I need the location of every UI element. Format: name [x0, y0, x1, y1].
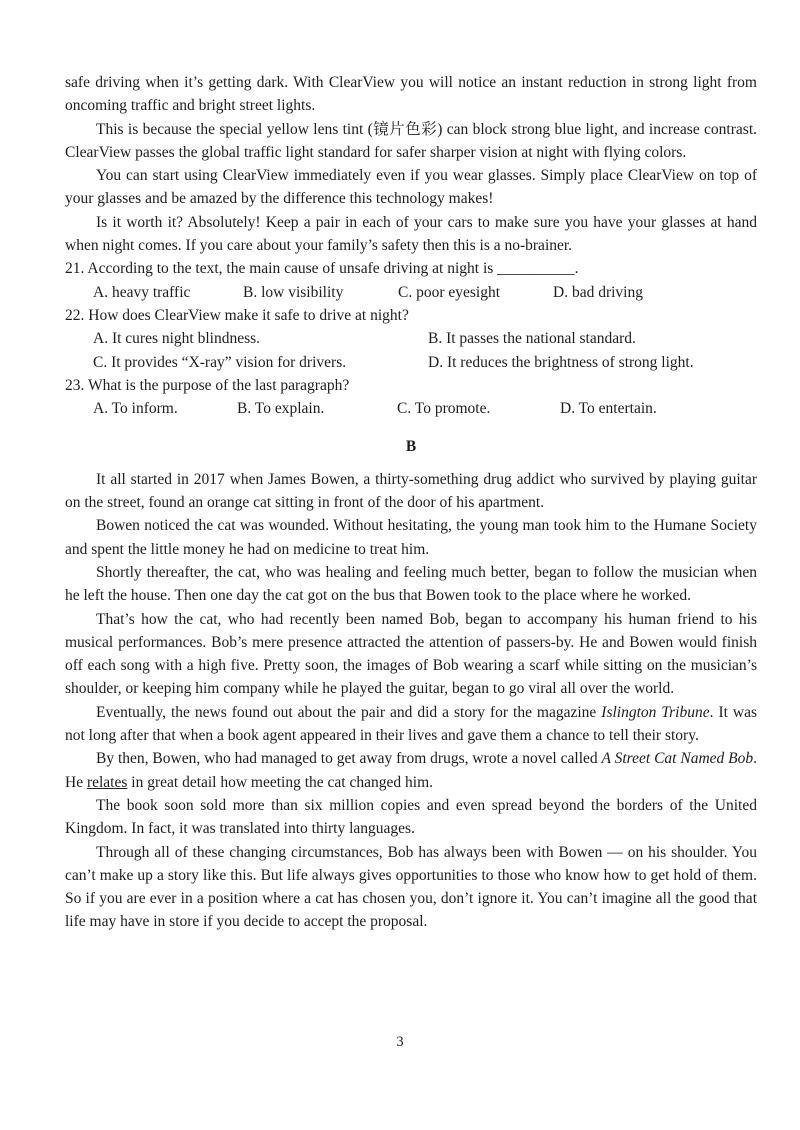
text-segment: Eventually, the news found out about the pair and did a story for the magazine — [96, 703, 602, 721]
text-segment: . It was not long after that when a book agent appeared in their lives and gave them a chance to tell their story. — [65, 703, 758, 745]
question-stem: 21. According to the text, the main cause of unsafe driving at night is __________. — [65, 260, 579, 278]
paragraph: The book soon sold more than six million copies and even spread beyond the borders of the United Kingdom. In fact, it was translated into thirty languages. — [65, 796, 757, 838]
question-option: B. To explain. — [237, 400, 325, 418]
paragraph: Is it worth it? Absolutely! Keep a pair in each of your cars to make sure you have your glasses at hand when night comes. If you care about your family’s safety then this is a no-brainer. — [65, 213, 757, 255]
question-22 — [65, 304, 757, 374]
paragraph: safe driving when it’s getting dark. With ClearView you will notice an instant reduction in strong light from oncoming traffic and bright street lights. — [65, 74, 757, 115]
paragraph: Bowen noticed the cat was wounded. Without hesitating, the young man took him to the Humane Society and spent the little money he had on medicine to treat him. — [65, 517, 757, 558]
paragraph: You can start using ClearView immediately even if you wear glasses. Simply place ClearView on top of your glasses and be amazed by the difference this technology makes! — [65, 167, 757, 208]
question-option: A. To inform. — [93, 400, 178, 418]
question-option: B. low visibility — [243, 283, 344, 301]
question-option: D. bad driving — [553, 283, 643, 301]
question-option: C. It provides “X-ray” vision for drivers. — [93, 353, 347, 371]
magazine-title: Islington Tribune — [601, 703, 710, 721]
question-option: B. It passes the national standard. — [428, 330, 636, 348]
paragraph — [65, 701, 757, 748]
text-segment: . He — [65, 750, 757, 791]
question-23 — [65, 374, 757, 421]
paragraph: This is because the special yellow lens tint (镜片色彩) can block strong blue light, and increase contrast. ClearView passes the global traffic light standard for safer sharper vision at night with flying colors. — [65, 120, 757, 161]
book-title: A Street Cat Named Bob — [601, 750, 754, 768]
paragraph — [65, 747, 757, 794]
exam-page — [65, 71, 757, 934]
question-option: C. poor eyesight — [398, 283, 501, 301]
paragraph: That’s how the cat, who had recently been named Bob, began to accompany his human friend to his musical performances. Bob’s mere presence attracted the attention of passers-by. He and Bowen would finish off each song with a high five. Pretty soon, the images of Bob wearing a scarf while sitting on the musician’s shoulder, or keeping him company while he played the guitar, began to go viral all over the world. — [65, 610, 757, 698]
question-options — [65, 327, 757, 374]
question-option: D. It reduces the brightness of strong light. — [428, 353, 694, 371]
paragraph: It all started in 2017 when James Bowen, a thirty-something drug addict who survived by playing guitar on the street, found an orange cat sitting in front of the door of his apartment. — [65, 470, 757, 512]
question-stem: 22. How does ClearView make it safe to drive at night? — [65, 306, 409, 324]
text-segment: in great detail how meeting the cat changed him. — [127, 773, 433, 791]
text-segment: By then, Bowen, who had managed to get away from drugs, wrote a novel called — [96, 750, 602, 768]
question-option: A. It cures night blindness. — [93, 330, 261, 348]
question-option: C. To promote. — [397, 400, 491, 418]
question-option: A. heavy traffic — [93, 283, 191, 301]
question-options — [65, 397, 757, 420]
section-b-heading: B — [405, 438, 417, 456]
question-options — [65, 281, 757, 304]
question-stem: 23. What is the purpose of the last paragraph? — [65, 376, 350, 394]
question-option: D. To entertain. — [560, 400, 657, 418]
underlined-word: relates — [86, 773, 128, 791]
paragraph: Shortly thereafter, the cat, who was healing and feeling much better, began to follow the musician when he left the house. Then one day the cat got on the bus that Bowen took to the place where he worked. — [65, 563, 757, 605]
page-number: 3 — [396, 1034, 404, 1050]
question-21 — [65, 257, 757, 304]
paragraph: Through all of these changing circumstances, Bob has always been with Bowen — on his shoulder. You can’t make up a story like this. But life always gives opportunities to those who know how to get hold of them. So if you are ever in a position where a cat has chosen you, don’t ignore it. You can’t imagine all the good that life may have in store if you decide to accept the proposal. — [65, 843, 757, 931]
